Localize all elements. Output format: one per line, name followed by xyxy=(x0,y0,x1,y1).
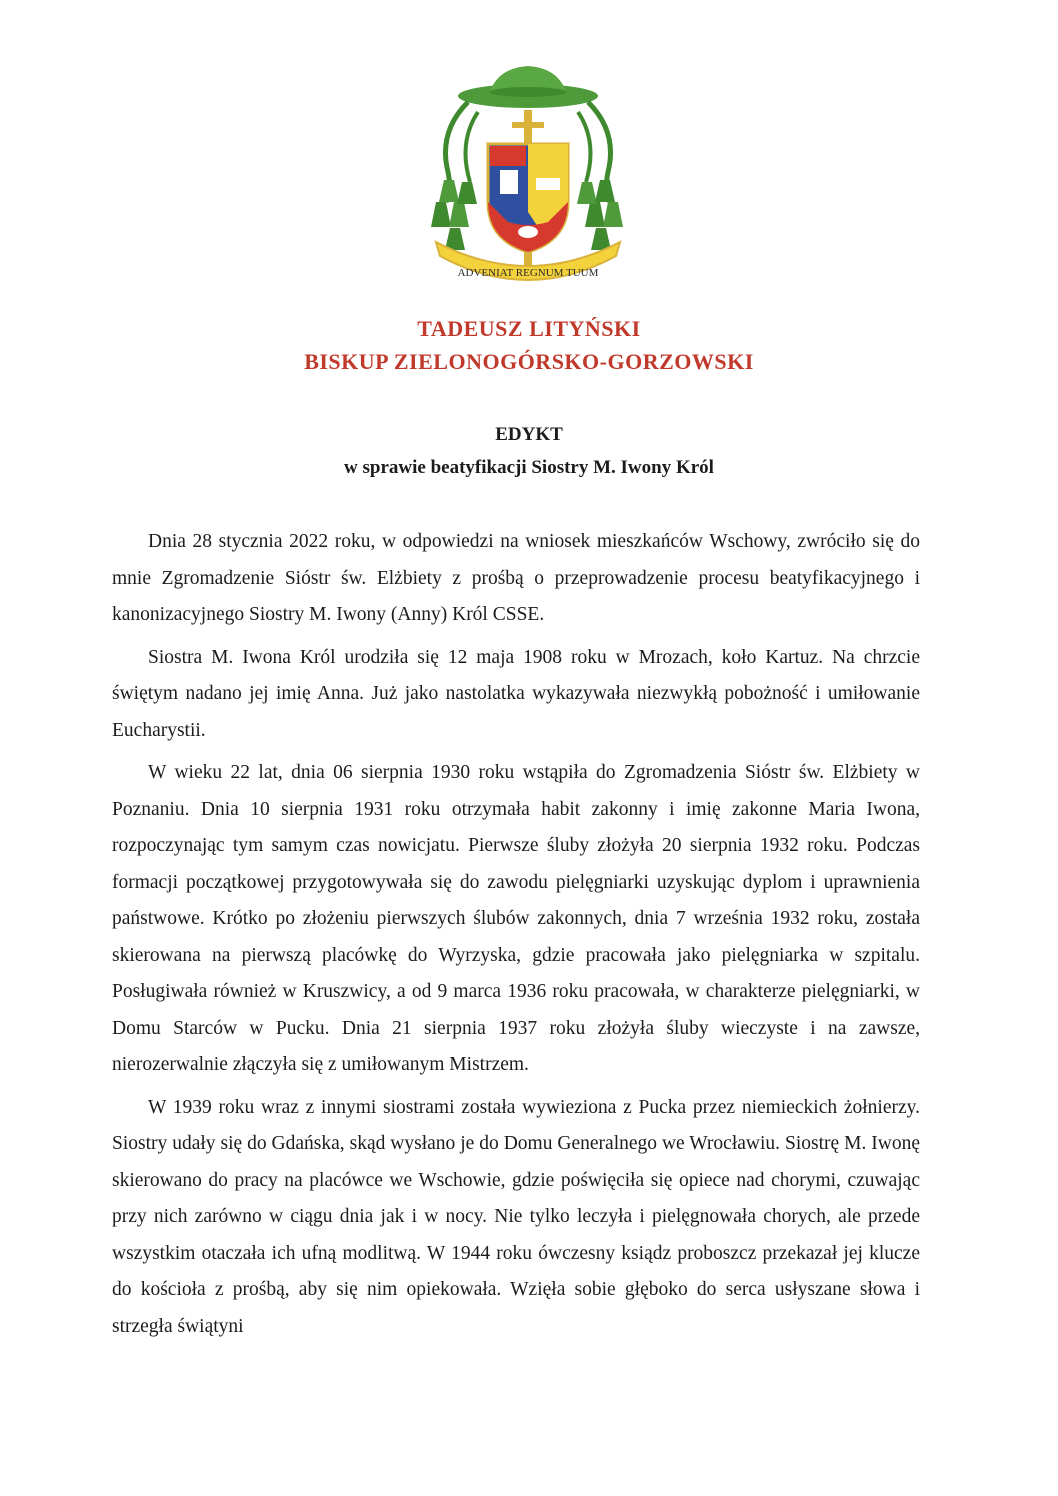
document-title-block xyxy=(0,420,1058,486)
author-title: BISKUP ZIELONOGÓRSKO-GORZOWSKI xyxy=(304,349,754,374)
author-name: TADEUSZ LITYŃSKI xyxy=(417,316,641,341)
document-subheading: w sprawie beatyfikacji Siostry M. Iwony Król xyxy=(344,457,714,478)
paragraph: Siostra M. Iwona Król urodziła się 12 maja 1908 roku w Mrozach, koło Kartuz. Na chrzcie świętym nadano jej imię Anna. Już jako nastolatka wykazywała niezwykłą pobożność i umiłowanie Eucharystii. xyxy=(112,646,920,741)
motto-text: ADVENIAT REGNUM TUUM xyxy=(457,267,599,279)
paragraph: Dnia 28 stycznia 2022 roku, w odpowiedzi na wniosek mieszkańców Wschowy, zwróciło się do mnie Zgromadzenie Sióstr św. Elżbiety z prośbą o przeprowadzenie procesu beatyfikacyjnego i kanonizacyjnego Siostry M. Iwony (Anny) Król CSSE. xyxy=(112,531,920,625)
coat-of-arms-image xyxy=(418,52,638,302)
paragraph: W 1939 roku wraz z innymi siostrami została wywieziona z Pucka przez niemieckich żołnierzy. Siostry udały się do Gdańska, skąd wysłano je do Domu Generalnego we Wrocławiu. Siostrę M. Iwonę skierowano do pracy na placówce we Wschowie, gdzie poświęciła się opiece nad chorymi, czuwając przy nich zarówno w ciągu dnia jak i w nocy. Nie tylko leczyła i pielęgnowała chorych, ale przede wszystkim otaczała ich ufną modlitwą. W 1944 roku ówczesny ksiądz proboszcz przekazał jej klucze do kościoła z prośbą, aby się nim opiekowała. Wzięła sobie głęboko do serca usłyszane słowa i strzegła świątyni xyxy=(112,1096,920,1337)
document-body xyxy=(112,524,920,1351)
letterhead xyxy=(0,312,1058,378)
paragraph: W wieku 22 lat, dnia 06 sierpnia 1930 roku wstąpiła do Zgromadzenia Sióstr św. Elżbiety w Poznaniu. Dnia 10 sierpnia 1931 roku otrzymała habit zakonny i imię zakonne Maria Iwona, rozpoczynając tym samym czas nowicjatu. Pierwsze śluby złożyła 20 sierpnia 1932 roku. Podczas formacji początkowej przygotowywała się do zawodu pielęgniarki uzyskując dyplom i uprawnienia państwowe. Krótko po złożeniu pierwszych ślubów zakonnych, dnia 7 września 1932 roku, została skierowana na pierwszą placówkę do Wyrzyska, gdzie pracowała jako pielęgniarka w szpitalu. Posługiwała również w Kruszwicy, a od 9 marca 1936 roku pracowała, w charakterze pielęgniarki, w Domu Starców w Pucku. Dnia 21 sierpnia 1937 roku złożyła śluby wieczyste i na zawsze, nierozerwalnie złączyła się z umiłowanym Mistrzem. xyxy=(112,762,920,1075)
document-heading: EDYKT xyxy=(495,424,563,445)
